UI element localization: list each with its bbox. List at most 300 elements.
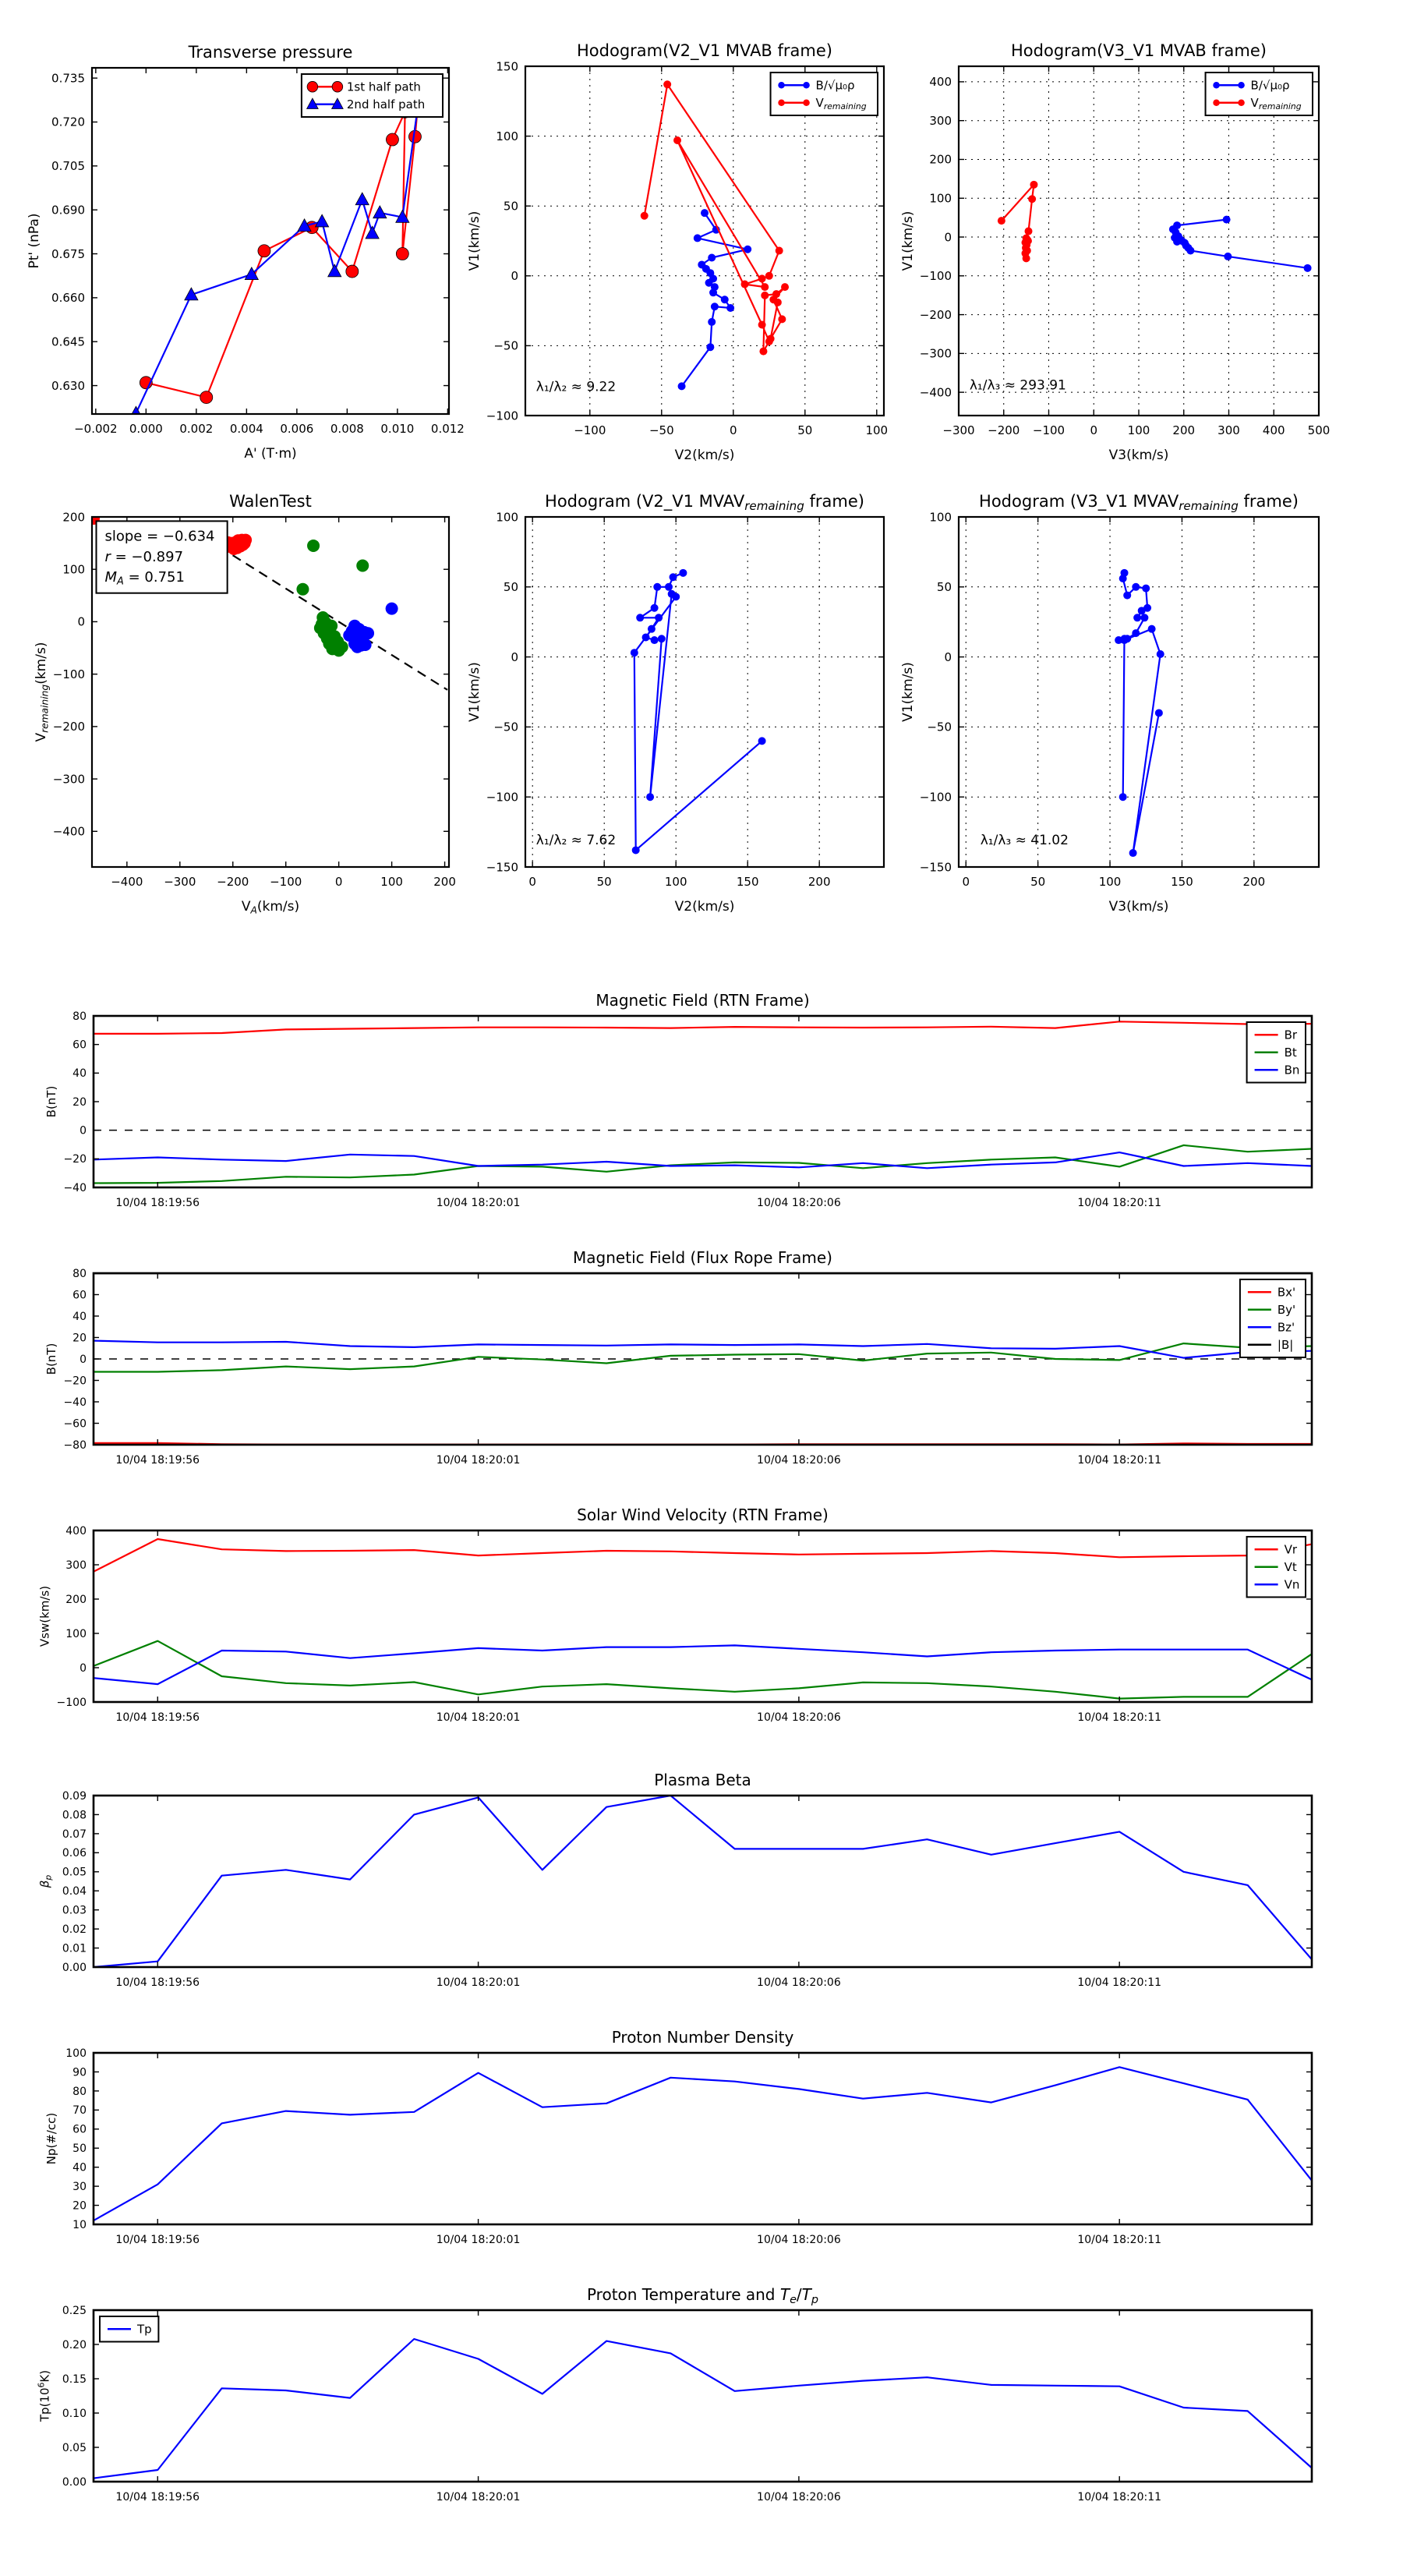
- y-tick-label: 0: [944, 230, 952, 245]
- marker: [726, 304, 734, 312]
- y-tick-label: 200: [929, 152, 952, 167]
- x-tick-label: 10/04 18:20:06: [757, 1454, 841, 1467]
- y-tick-label: −150: [919, 860, 952, 875]
- solar-wind-velocity-line-2: [94, 1645, 1312, 1684]
- marker: [237, 539, 249, 551]
- x-tick-label: 200: [808, 875, 831, 889]
- plasma-beta: [37, 1771, 1312, 1989]
- marker: [665, 583, 673, 591]
- hodogram-v3v1-mvav-annotation: λ₁/λ₃ ≈ 41.02: [980, 832, 1069, 848]
- marker: [1030, 181, 1037, 189]
- marker: [343, 629, 355, 642]
- legend-label: Tp: [137, 2322, 152, 2337]
- legend-label: Vt: [1284, 1560, 1297, 1574]
- hodogram-v3v1-mvav-ylabel: V1(km/s): [900, 662, 916, 722]
- y-tick-label: 0.25: [62, 2304, 87, 2317]
- legend-label: Bz': [1277, 1320, 1295, 1335]
- y-tick-label: −400: [52, 824, 85, 839]
- marker: [359, 639, 372, 651]
- y-tick-label: 200: [65, 1593, 87, 1606]
- x-tick-label: 10/04 18:19:56: [115, 1454, 200, 1467]
- marker: [708, 254, 716, 262]
- y-tick-label: 50: [503, 580, 518, 595]
- y-tick-label: 100: [65, 2047, 87, 2060]
- y-tick-label: 0.01: [62, 1942, 87, 1955]
- hodogram-v2v1-mvav-xlabel: V2(km/s): [674, 899, 735, 915]
- x-tick-label: −300: [942, 423, 975, 437]
- marker: [1140, 614, 1148, 621]
- transverse-pressure-title: Transverse pressure: [188, 43, 353, 62]
- x-tick-label: 50: [1030, 875, 1046, 889]
- hodogram-v2v1-mvav: [467, 492, 884, 915]
- y-tick-label: −80: [63, 1438, 87, 1452]
- y-tick-label: 200: [62, 510, 85, 525]
- y-tick-label: 0: [80, 1661, 87, 1675]
- y-tick-label: 0.09: [62, 1789, 87, 1803]
- marker: [758, 321, 766, 329]
- x-tick-label: 10/04 18:20:01: [436, 2491, 521, 2503]
- plasma-beta-title: Plasma Beta: [654, 1771, 751, 1789]
- y-tick-label: 0: [511, 649, 518, 664]
- proton-density: [44, 2028, 1312, 2246]
- proton-density-frame: [94, 2053, 1312, 2224]
- y-tick-label: −400: [919, 385, 952, 400]
- hodogram-v3v1-mvav: [900, 492, 1319, 915]
- x-tick-label: −0.002: [74, 422, 118, 436]
- y-tick-label: −200: [919, 307, 952, 322]
- marker: [129, 406, 143, 419]
- stats-line: slope = −0.634: [104, 528, 215, 545]
- hodogram-v2v1-mvav-annotation: λ₁/λ₂ ≈ 7.62: [535, 832, 617, 848]
- y-tick-label: 0: [80, 1353, 87, 1366]
- marker: [1238, 100, 1245, 107]
- x-tick-label: 0: [730, 423, 737, 437]
- y-tick-label: −100: [486, 409, 518, 423]
- marker: [1132, 583, 1140, 591]
- mag-rtn-series: [94, 1021, 1312, 1183]
- proton-density-series: [94, 2067, 1312, 2220]
- marker: [1133, 614, 1141, 621]
- marker: [631, 649, 638, 656]
- y-tick-label: 100: [929, 191, 952, 206]
- y-tick-label: 50: [503, 199, 518, 214]
- x-tick-label: 200: [433, 875, 456, 889]
- x-tick-label: 100: [1127, 423, 1150, 437]
- legend-label: Vn: [1284, 1577, 1300, 1592]
- hodogram-v2v1-mvav-series: [631, 569, 766, 855]
- y-tick-label: 50: [936, 580, 952, 595]
- walen-test-xlabel: $V_A(km/s)$: [241, 899, 300, 916]
- y-tick-label: 0.660: [51, 291, 85, 306]
- x-tick-label: 10/04 18:20:01: [436, 1976, 521, 1989]
- hodogram-v3v1-mvav-line-1: [1125, 629, 1161, 853]
- x-tick-label: 0: [1090, 423, 1098, 437]
- x-tick-label: −100: [1032, 423, 1066, 437]
- x-tick-label: 10/04 18:20:06: [757, 1711, 841, 1724]
- walen-test: [34, 492, 456, 915]
- hodogram-v3v1-mvab-series: [998, 181, 1312, 272]
- x-tick-label: 0.010: [380, 422, 415, 436]
- y-tick-label: 80: [72, 2085, 87, 2098]
- legend-label: By': [1277, 1303, 1296, 1317]
- hodogram-v3v1-mvab: [900, 41, 1330, 463]
- x-tick-label: 10/04 18:19:56: [115, 2234, 200, 2246]
- y-tick-label: 0.705: [51, 159, 85, 174]
- y-tick-label: 0.05: [62, 1866, 87, 1879]
- y-tick-label: 0.645: [51, 334, 85, 349]
- marker: [646, 793, 654, 801]
- marker: [706, 343, 714, 351]
- marker: [711, 303, 719, 310]
- proton-temperature-title: Proton Temperature and $T_e/T_p$: [586, 2285, 819, 2306]
- marker: [641, 212, 648, 220]
- marker: [761, 283, 769, 291]
- x-tick-label: 10/04 18:20:06: [757, 1197, 841, 1209]
- marker: [258, 245, 270, 257]
- stats-line: r = −0.897: [104, 548, 184, 565]
- mag-rtn-line-2: [94, 1152, 1312, 1168]
- x-tick-label: 0.002: [179, 422, 214, 436]
- marker: [307, 81, 318, 92]
- marker: [332, 81, 343, 92]
- legend-label: B/√μ₀ρ: [1250, 78, 1290, 93]
- marker: [1304, 264, 1312, 272]
- hodogram-v3v1-mvav-series: [1115, 569, 1164, 857]
- hodogram-v3v1-mvab-line-0: [1173, 220, 1308, 268]
- y-tick-label: 0.07: [62, 1828, 87, 1841]
- x-tick-label: 10/04 18:20:11: [1077, 1711, 1162, 1724]
- y-tick-label: 0.02: [62, 1923, 87, 1937]
- marker: [1119, 575, 1127, 582]
- legend-label: 2nd half path: [346, 97, 426, 111]
- marker: [200, 391, 213, 404]
- x-tick-label: 500: [1307, 423, 1331, 437]
- marker: [758, 274, 766, 282]
- marker: [767, 334, 775, 342]
- y-tick-label: 100: [496, 129, 518, 143]
- y-tick-label: −50: [493, 720, 518, 734]
- x-tick-label: 50: [596, 875, 612, 889]
- y-tick-label: 0.03: [62, 1904, 87, 1917]
- hodogram-v2v1-mvav-ylabel: V1(km/s): [467, 662, 482, 722]
- y-tick-label: 0.06: [62, 1847, 87, 1860]
- marker: [765, 272, 773, 280]
- hodogram-v2v1-mvab-frame: [525, 66, 884, 416]
- x-tick-label: 150: [736, 875, 759, 889]
- x-tick-label: 300: [1217, 423, 1240, 437]
- y-tick-label: 100: [62, 562, 85, 577]
- x-tick-label: 400: [1262, 423, 1285, 437]
- marker: [1155, 709, 1163, 717]
- mag-fluxrope: [44, 1248, 1312, 1467]
- y-tick-label: −100: [919, 790, 952, 805]
- hodogram-v3v1-mvav-xlabel: V3(km/s): [1108, 899, 1169, 915]
- proton-density-ylabel: Np(#/cc): [44, 2112, 58, 2165]
- y-tick-label: 0: [77, 614, 85, 629]
- x-tick-label: −200: [217, 875, 249, 889]
- marker: [386, 603, 398, 615]
- marker: [1023, 254, 1030, 262]
- hodogram-v2v1-mvav-line-0: [634, 573, 762, 851]
- transverse-pressure: [27, 43, 465, 462]
- y-tick-label: −40: [63, 1181, 87, 1194]
- solar-wind-velocity-frame: [94, 1530, 1312, 1702]
- proton-temperature-frame: [94, 2310, 1312, 2482]
- y-tick-label: 0.05: [62, 2441, 87, 2454]
- plasma-beta-line-0: [94, 1796, 1312, 1967]
- proton-temperature-line-0: [94, 2339, 1312, 2479]
- hodogram-v2v1-mvab-xlabel: V2(km/s): [674, 448, 735, 463]
- hodogram-v2v1-mvab-line-0: [682, 213, 748, 386]
- y-tick-label: 0: [80, 1124, 87, 1138]
- y-tick-label: 0.00: [62, 2475, 87, 2489]
- marker: [708, 318, 716, 326]
- y-tick-label: 50: [72, 2143, 87, 2156]
- hodogram-v3v1-mvab-title: Hodogram(V3_V1 MVAB frame): [1011, 41, 1267, 60]
- proton-density-line-0: [94, 2067, 1312, 2220]
- marker: [776, 247, 783, 255]
- y-tick-label: 0.10: [62, 2407, 87, 2420]
- marker: [1138, 607, 1146, 614]
- marker: [663, 80, 671, 88]
- y-tick-label: 0.08: [62, 1809, 87, 1822]
- y-tick-label: 400: [929, 75, 952, 90]
- x-tick-label: −300: [164, 875, 196, 889]
- hodogram-v2v1-mvab-series: [641, 80, 789, 390]
- y-tick-label: 20: [72, 1332, 87, 1345]
- mag-fluxrope-ylabel: B(nT): [44, 1343, 58, 1375]
- marker: [778, 315, 786, 323]
- marker: [1119, 793, 1127, 801]
- y-tick-label: −20: [63, 1153, 87, 1166]
- y-tick-label: 150: [496, 59, 518, 74]
- y-tick-label: −300: [919, 346, 952, 361]
- marker: [1186, 246, 1194, 254]
- y-tick-label: −50: [493, 338, 518, 353]
- transverse-pressure-line-0: [146, 109, 417, 398]
- y-tick-label: 400: [65, 1524, 87, 1537]
- marker: [373, 206, 387, 218]
- y-tick-label: 0.04: [62, 1885, 87, 1898]
- y-tick-label: 0.20: [62, 2338, 87, 2351]
- legend-label: Bn: [1284, 1063, 1300, 1077]
- marker: [679, 569, 687, 577]
- marker: [1223, 216, 1231, 224]
- proton-temperature-series: [94, 2339, 1312, 2479]
- marker: [1148, 625, 1156, 633]
- marker: [672, 593, 680, 600]
- marker: [1123, 592, 1131, 600]
- hodogram-v3v1-mvab-xlabel: V3(km/s): [1108, 448, 1169, 463]
- walen-test-ylabel: $V_{remaining}(km/s)$: [34, 642, 51, 742]
- y-tick-label: 0.00: [62, 1961, 87, 1974]
- hodogram-v2v1-mvab-annotation: λ₁/λ₂ ≈ 9.22: [535, 379, 617, 395]
- y-tick-label: −100: [919, 269, 952, 284]
- x-tick-label: 10/04 18:19:56: [115, 2491, 200, 2503]
- y-tick-label: −100: [486, 790, 518, 805]
- transverse-pressure-ylabel: Pt' (nPa): [27, 213, 42, 269]
- x-tick-label: 10/04 18:20:01: [436, 2234, 521, 2246]
- plasma-beta-ylabel: $\beta_p$: [37, 1874, 54, 1888]
- marker: [778, 100, 785, 107]
- marker: [774, 299, 782, 306]
- mag-rtn: [44, 991, 1312, 1209]
- marker: [655, 614, 663, 621]
- solar-wind-velocity-line-0: [94, 1539, 1312, 1572]
- marker: [670, 573, 677, 581]
- y-tick-label: −20: [63, 1375, 87, 1388]
- marker: [346, 265, 359, 278]
- hodogram-v2v1-mvav-title: Hodogram (V2_V1 $MVAV_{remaining}$ frame): [545, 492, 864, 514]
- y-tick-label: 70: [72, 2104, 87, 2118]
- marker: [356, 560, 369, 572]
- x-tick-label: 200: [1242, 875, 1266, 889]
- y-tick-label: 80: [72, 1267, 87, 1280]
- y-tick-label: 100: [65, 1627, 87, 1640]
- marker: [366, 226, 379, 239]
- marker: [1213, 100, 1220, 107]
- marker: [678, 382, 686, 390]
- marker: [636, 614, 644, 621]
- marker: [1028, 195, 1036, 203]
- transverse-pressure-xlabel: A' (T·m): [244, 446, 297, 462]
- marker: [1224, 253, 1232, 260]
- y-tick-label: 80: [72, 1010, 87, 1023]
- mag-fluxrope-title: Magnetic Field (Flux Rope Frame): [573, 1248, 832, 1267]
- marker: [673, 136, 681, 144]
- y-tick-label: 0.690: [51, 203, 85, 218]
- walen-test-title: WalenTest: [229, 492, 312, 511]
- marker: [396, 248, 408, 260]
- y-tick-label: −50: [927, 720, 952, 734]
- y-tick-label: 20: [72, 1095, 87, 1109]
- x-tick-label: 10/04 18:19:56: [115, 1197, 200, 1209]
- y-tick-label: −300: [52, 772, 85, 787]
- transverse-pressure-series: [129, 102, 424, 419]
- y-tick-label: 0: [511, 269, 518, 284]
- legend-label: B/√μ₀ρ: [815, 78, 855, 93]
- marker: [998, 217, 1005, 225]
- x-tick-label: 10/04 18:20:11: [1077, 1976, 1162, 1989]
- x-tick-label: 0.000: [129, 422, 163, 436]
- x-tick-label: 10/04 18:19:56: [115, 1976, 200, 1989]
- y-tick-label: 0.675: [51, 246, 85, 261]
- marker: [296, 583, 309, 596]
- x-tick-label: 10/04 18:20:11: [1077, 1454, 1162, 1467]
- x-tick-label: 10/04 18:20:01: [436, 1711, 521, 1724]
- marker: [761, 292, 769, 299]
- marker: [355, 193, 369, 205]
- y-tick-label: 40: [72, 2161, 87, 2174]
- marker: [759, 348, 767, 356]
- x-tick-label: 0: [962, 875, 970, 889]
- marker: [694, 234, 702, 242]
- y-tick-label: 20: [72, 2199, 87, 2213]
- legend-label: $V_{remaining}$: [815, 96, 867, 111]
- legend-label: |B|: [1277, 1338, 1294, 1352]
- legend-label: Bt: [1284, 1046, 1297, 1060]
- transverse-pressure-frame: [92, 68, 449, 414]
- marker: [1024, 237, 1032, 245]
- solar-wind-velocity-title: Solar Wind Velocity (RTN Frame): [577, 1506, 829, 1524]
- hodogram-v2v1-mvab: [467, 41, 888, 463]
- hodogram-v2v1-mvav-frame: [525, 517, 884, 867]
- x-tick-label: 10/04 18:20:06: [757, 2491, 841, 2503]
- x-tick-label: 0: [528, 875, 536, 889]
- hodogram-v3v1-mvab-ylabel: V1(km/s): [900, 211, 916, 271]
- y-tick-label: 60: [72, 1289, 87, 1302]
- legend-label: 1st half path: [346, 80, 421, 94]
- legend-label: Br: [1284, 1028, 1298, 1042]
- x-tick-label: 10/04 18:20:06: [757, 1976, 841, 1989]
- marker: [632, 846, 640, 854]
- y-tick-label: 100: [496, 510, 518, 525]
- y-tick-label: −100: [52, 667, 85, 681]
- marker: [648, 625, 656, 633]
- y-tick-label: 90: [72, 2066, 87, 2079]
- y-tick-label: 0.15: [62, 2373, 87, 2386]
- marker: [721, 295, 729, 303]
- y-tick-label: 10: [72, 2218, 87, 2231]
- proton-temperature-ylabel: $Tp(10^6K)$: [36, 2369, 52, 2422]
- y-tick-label: 300: [65, 1559, 87, 1572]
- solar-wind-velocity-ylabel: Vsw(km/s): [37, 1585, 52, 1647]
- x-tick-label: 10/04 18:20:01: [436, 1454, 521, 1467]
- legend-label: $V_{remaining}$: [1250, 96, 1302, 111]
- marker: [653, 583, 661, 591]
- x-tick-label: −50: [648, 423, 674, 437]
- marker: [778, 82, 785, 89]
- marker: [701, 209, 709, 217]
- y-tick-label: 40: [72, 1310, 87, 1323]
- marker: [709, 288, 717, 296]
- marker: [1181, 239, 1189, 246]
- hodogram-v2v1-mvab-title: Hodogram(V2_V1 MVAB frame): [577, 41, 832, 60]
- marker: [1238, 82, 1245, 89]
- y-tick-label: 300: [929, 113, 952, 128]
- x-tick-label: 200: [1172, 423, 1196, 437]
- x-tick-label: 0: [334, 875, 343, 889]
- marker: [1142, 585, 1150, 593]
- x-tick-label: 150: [1171, 875, 1193, 889]
- marker: [328, 264, 341, 277]
- x-tick-label: 0.006: [280, 422, 314, 436]
- x-tick-label: 50: [797, 423, 813, 437]
- x-tick-label: 0.008: [330, 422, 364, 436]
- y-tick-label: 0.720: [51, 115, 85, 129]
- x-tick-label: 10/04 18:20:11: [1077, 2491, 1162, 2503]
- marker: [741, 281, 749, 288]
- y-tick-label: −60: [63, 1417, 87, 1431]
- solar-wind-velocity-series: [94, 1539, 1312, 1699]
- marker: [781, 283, 789, 291]
- y-tick-label: −100: [56, 1696, 87, 1709]
- x-tick-label: −200: [988, 423, 1020, 437]
- marker: [1121, 636, 1129, 644]
- stats-line: $M_A = 0.751$: [104, 568, 185, 588]
- y-tick-label: 60: [72, 1039, 87, 1052]
- x-tick-label: −400: [111, 875, 143, 889]
- hodogram-v3v1-mvab-annotation: λ₁/λ₃ ≈ 293.91: [969, 377, 1066, 394]
- marker: [316, 618, 328, 631]
- x-tick-label: 10/04 18:19:56: [115, 1711, 200, 1724]
- y-tick-label: 60: [72, 2123, 87, 2136]
- y-tick-label: 0.630: [51, 378, 85, 393]
- marker: [803, 100, 810, 107]
- y-tick-label: −150: [486, 860, 518, 875]
- x-tick-label: 100: [865, 423, 889, 437]
- hodogram-v3v1-mvav-title: Hodogram (V3_V1 $MVAV_{remaining}$ frame): [979, 492, 1299, 514]
